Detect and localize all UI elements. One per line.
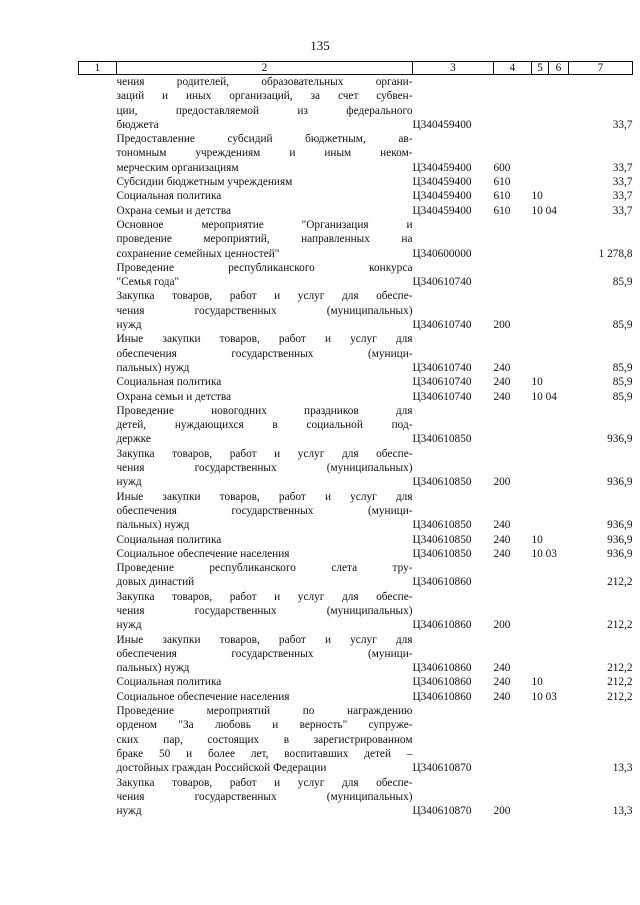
- row-amount: 936,9: [607, 533, 633, 546]
- row-name: [117, 533, 413, 547]
- empty-cell: [79, 633, 117, 676]
- row-name-line: ции, предоставляемой из федерального: [116, 104, 413, 117]
- row-name: [117, 75, 413, 133]
- row-target-code: Ц340610850: [412, 547, 472, 560]
- row-expense-type: [494, 561, 532, 590]
- row-target-code: Ц340459400: [412, 161, 472, 174]
- row-expense-type: 240: [493, 662, 511, 675]
- row-name-line: детей, нуждающихся в социальной под-: [116, 419, 413, 432]
- header-col-3: 3: [413, 62, 494, 75]
- row-amount: 13,3: [612, 805, 633, 818]
- table-row: [79, 533, 633, 547]
- row-name-line: Социальная политика: [116, 190, 222, 203]
- row-name-line: чения государственных (муниципальных): [116, 790, 413, 803]
- row-amount: 85,9: [612, 276, 633, 289]
- row-amount: 936,9: [607, 519, 633, 532]
- row-section: [532, 590, 569, 633]
- empty-cell: [79, 547, 117, 561]
- row-target-code: Ц340459400: [412, 204, 472, 217]
- table-row: [79, 261, 633, 290]
- row-amount: 212,2: [607, 676, 633, 689]
- row-section: [532, 561, 569, 590]
- row-name: [117, 490, 413, 533]
- row-target-code: Ц340459400: [412, 176, 472, 189]
- row-section: [532, 704, 569, 775]
- empty-cell: [79, 375, 117, 389]
- row-name-line: Охрана семьи и детства: [116, 204, 232, 217]
- row-name-line: Основное мероприятие "Организация и: [116, 218, 413, 231]
- row-target-code: Ц340610870: [412, 805, 472, 818]
- row-section: 10: [531, 533, 543, 546]
- row-expense-type: 240: [493, 547, 511, 560]
- row-amount: 33,7: [612, 204, 633, 217]
- row-name-line: Социальное обеспечение населения: [116, 547, 290, 560]
- row-amount: 936,9: [607, 433, 633, 446]
- table-row: [79, 132, 633, 175]
- row-name: [117, 547, 413, 561]
- row-name-line: Иные закупки товаров, работ и услуг для: [116, 633, 413, 646]
- row-name-line: Субсидии бюджетным учреждениям: [116, 176, 293, 189]
- row-name-line: заций и иных организаций, за счет субвен-: [116, 90, 413, 103]
- row-section: [532, 776, 569, 819]
- empty-cell: [79, 189, 117, 203]
- empty-cell: [79, 590, 117, 633]
- row-target-code: Ц340600000: [412, 247, 472, 260]
- row-amount: 33,7: [612, 161, 633, 174]
- row-name-line: сохранение семейных ценностей": [116, 247, 280, 260]
- row-name-line: Проведение республиканского слета тру-: [116, 562, 413, 575]
- row-target-code: Ц340610870: [412, 762, 472, 775]
- row-name: [117, 447, 413, 490]
- empty-cell: [79, 218, 117, 261]
- row-expense-type: 240: [493, 376, 511, 389]
- empty-cell: [79, 690, 117, 704]
- row-name: [117, 204, 413, 218]
- empty-cell: [79, 289, 117, 332]
- row-expense-type: 610: [493, 190, 511, 203]
- header-col-1: 1: [79, 62, 117, 75]
- row-name-line: Закупка товаров, работ и услуг для обеспе-: [116, 447, 413, 460]
- row-name: [117, 675, 413, 689]
- row-amount: 212,2: [607, 662, 633, 675]
- row-name-line: тономным учреждениям и иным неком-: [116, 147, 413, 160]
- row-section: 10 03: [531, 690, 557, 703]
- empty-cell: [79, 332, 117, 375]
- row-expense-type: [494, 218, 532, 261]
- row-target-code: Ц340610860: [412, 662, 472, 675]
- table-row: [79, 404, 633, 447]
- row-name-line: пальных) нужд: [116, 519, 190, 532]
- row-amount: 33,7: [612, 176, 633, 189]
- row-name-line: орденом "За любовь и верность" супруже-: [116, 719, 413, 732]
- page-number: 135: [310, 38, 330, 53]
- table-row: [79, 175, 633, 189]
- empty-cell: [79, 490, 117, 533]
- row-name-line: Охрана семьи и детства: [116, 390, 232, 403]
- row-name-line: Закупка товаров, работ и услуг для обеспе-: [116, 590, 413, 603]
- row-amount: 85,9: [612, 361, 633, 374]
- row-expense-type: 200: [493, 619, 511, 632]
- table-row: [79, 218, 633, 261]
- table-row: [79, 704, 633, 775]
- row-expense-type: 240: [493, 676, 511, 689]
- row-expense-type: 610: [493, 176, 511, 189]
- row-target-code: Ц340459400: [412, 190, 472, 203]
- row-amount: 936,9: [607, 476, 633, 489]
- row-name: [117, 704, 413, 775]
- empty-cell: [79, 404, 117, 447]
- row-section: 10 03: [531, 547, 557, 560]
- row-name-line: чения государственных (муниципальных): [116, 604, 413, 617]
- row-amount: 212,2: [607, 576, 633, 589]
- row-section: [532, 289, 569, 332]
- row-name-line: обеспечения государственных (муници-: [116, 504, 413, 517]
- table-row: [79, 375, 633, 389]
- row-expense-type: 200: [493, 476, 511, 489]
- table-row: [79, 447, 633, 490]
- row-name-line: довых династий: [116, 576, 195, 589]
- row-name-line: обеспечения государственных (муници-: [116, 347, 413, 360]
- row-expense-type: [494, 404, 532, 447]
- row-target-code: Ц340610740: [412, 319, 472, 332]
- row-name: [117, 332, 413, 375]
- row-target-code: Ц340610860: [412, 676, 472, 689]
- row-section: [532, 261, 569, 290]
- row-expense-type: 240: [493, 690, 511, 703]
- table-body: [79, 75, 633, 819]
- budget-table: [78, 61, 633, 818]
- row-name-line: Социальная политика: [116, 533, 222, 546]
- empty-cell: [79, 675, 117, 689]
- row-amount: 1 278,8: [598, 247, 633, 260]
- table-row: [79, 633, 633, 676]
- row-amount: 33,7: [612, 190, 633, 203]
- row-name-line: чения государственных (муниципальных): [116, 462, 413, 475]
- row-expense-type: 240: [493, 390, 511, 403]
- row-target-code: Ц340610850: [412, 476, 472, 489]
- row-name: [117, 175, 413, 189]
- row-target-code: Ц340610850: [412, 519, 472, 532]
- row-expense-type: 200: [493, 319, 511, 332]
- row-amount: 85,9: [612, 376, 633, 389]
- row-name: [117, 289, 413, 332]
- row-name: [117, 776, 413, 819]
- row-amount: 85,9: [612, 390, 633, 403]
- row-name: [117, 561, 413, 590]
- row-name-line: нужд: [116, 476, 142, 489]
- row-name: [117, 690, 413, 704]
- row-expense-type: 240: [493, 361, 511, 374]
- row-section: 10: [531, 376, 543, 389]
- row-name-line: Закупка товаров, работ и услуг для обеспе-: [116, 776, 413, 789]
- row-section: 10: [531, 190, 543, 203]
- row-name: [117, 261, 413, 290]
- row-target-code: Ц340610860: [412, 690, 472, 703]
- row-name-line: пальных) нужд: [116, 662, 190, 675]
- table-row: [79, 690, 633, 704]
- row-name-line: Иные закупки товаров, работ и услуг для: [116, 490, 413, 503]
- row-name-line: Предоставление субсидий бюджетным, ав-: [116, 133, 413, 146]
- table-row: [79, 390, 633, 404]
- row-name-line: бюджета: [116, 118, 159, 131]
- empty-cell: [79, 533, 117, 547]
- row-name-line: проведение мероприятий, направленных на: [116, 233, 413, 246]
- row-amount: 936,9: [607, 547, 633, 560]
- table-row: [79, 675, 633, 689]
- header-col-7: 7: [569, 62, 633, 75]
- empty-cell: [79, 75, 117, 133]
- row-name-line: Закупка товаров, работ и услуг для обеспе-: [116, 290, 413, 303]
- empty-cell: [79, 175, 117, 189]
- row-target-code: Ц340610740: [412, 376, 472, 389]
- table-row: [79, 547, 633, 561]
- row-target-code: Ц340459400: [412, 118, 472, 131]
- row-section: [532, 447, 569, 490]
- row-section: 10: [531, 676, 543, 689]
- empty-cell: [79, 390, 117, 404]
- row-name-line: обеспечения государственных (муници-: [116, 647, 413, 660]
- row-section: [532, 404, 569, 447]
- table-row: [79, 75, 633, 133]
- row-expense-type: 200: [493, 805, 511, 818]
- row-name-line: Проведение новогодних праздников для: [116, 404, 413, 417]
- row-section: [532, 490, 569, 533]
- empty-cell: [79, 132, 117, 175]
- row-amount: 212,2: [607, 690, 633, 703]
- row-name: [117, 189, 413, 203]
- empty-cell: [79, 447, 117, 490]
- row-name-line: нужд: [116, 619, 142, 632]
- row-expense-type: 240: [493, 519, 511, 532]
- row-name-line: Проведение мероприятий по награждению: [116, 705, 413, 718]
- empty-cell: [79, 204, 117, 218]
- row-name: [117, 404, 413, 447]
- empty-cell: [79, 704, 117, 775]
- row-name: [117, 132, 413, 175]
- row-name-line: чения государственных (муниципальных): [116, 304, 413, 317]
- row-target-code: Ц340610860: [412, 619, 472, 632]
- row-name-line: ских пар, состоящих в зарегистрированном: [116, 733, 413, 746]
- row-section: [532, 132, 569, 175]
- row-target-code: Ц340610740: [412, 390, 472, 403]
- table-row: [79, 590, 633, 633]
- row-name-line: Социальное обеспечение населения: [116, 690, 290, 703]
- table-row: [79, 776, 633, 819]
- row-section: [532, 633, 569, 676]
- row-expense-type: [494, 704, 532, 775]
- row-name-line: Проведение республиканского конкурса: [116, 261, 413, 274]
- row-section: 10 04: [531, 204, 557, 217]
- row-name-line: нужд: [116, 319, 142, 332]
- table-header-row: [79, 62, 633, 75]
- table-row: [79, 289, 633, 332]
- row-expense-type: [494, 261, 532, 290]
- row-name: [117, 633, 413, 676]
- row-name-line: пальных) нужд: [116, 361, 190, 374]
- table-row: [79, 204, 633, 218]
- row-target-code: Ц340610740: [412, 361, 472, 374]
- header-col-6: 6: [549, 62, 569, 75]
- row-name: [117, 375, 413, 389]
- row-amount: 13,3: [612, 762, 633, 775]
- empty-cell: [79, 776, 117, 819]
- row-name-line: чения родителей, образовательных органи-: [116, 76, 413, 88]
- row-target-code: Ц340610850: [412, 433, 472, 446]
- row-name-line: "Семья года": [116, 276, 180, 289]
- row-name-line: держке: [116, 433, 151, 446]
- row-target-code: Ц340610860: [412, 576, 472, 589]
- row-target-code: Ц340610850: [412, 533, 472, 546]
- row-expense-type: 240: [493, 533, 511, 546]
- row-expense-type: 610: [493, 204, 511, 217]
- row-section: [532, 75, 569, 133]
- row-section: [532, 332, 569, 375]
- row-section: 10 04: [531, 390, 557, 403]
- row-name-line: Социальная политика: [116, 376, 222, 389]
- row-name: [117, 218, 413, 261]
- row-name-line: браке 50 и более лет, воспитавших детей –: [116, 747, 413, 760]
- row-amount: 85,9: [612, 319, 633, 332]
- table-row: [79, 490, 633, 533]
- row-target-code: Ц340610740: [412, 276, 472, 289]
- row-name-line: достойных граждан Российской Федерации: [116, 762, 327, 775]
- header-col-5: 5: [532, 62, 549, 75]
- row-name-line: Социальная политика: [116, 676, 222, 689]
- row-amount: 212,2: [607, 619, 633, 632]
- row-amount: 33,7: [612, 118, 633, 131]
- header-col-4: 4: [494, 62, 532, 75]
- table-row: [79, 332, 633, 375]
- empty-cell: [79, 261, 117, 290]
- row-name-line: Иные закупки товаров, работ и услуг для: [116, 333, 413, 346]
- row-section: [532, 175, 569, 189]
- row-name: [117, 390, 413, 404]
- table-row: [79, 189, 633, 203]
- row-name-line: нужд: [116, 805, 142, 818]
- header-col-2: 2: [117, 62, 413, 75]
- row-section: [532, 218, 569, 261]
- row-name: [117, 590, 413, 633]
- table-row: [79, 561, 633, 590]
- empty-cell: [79, 561, 117, 590]
- row-expense-type: 600: [493, 161, 511, 174]
- row-expense-type: [494, 75, 532, 133]
- row-name-line: мерческим организациям: [116, 161, 239, 174]
